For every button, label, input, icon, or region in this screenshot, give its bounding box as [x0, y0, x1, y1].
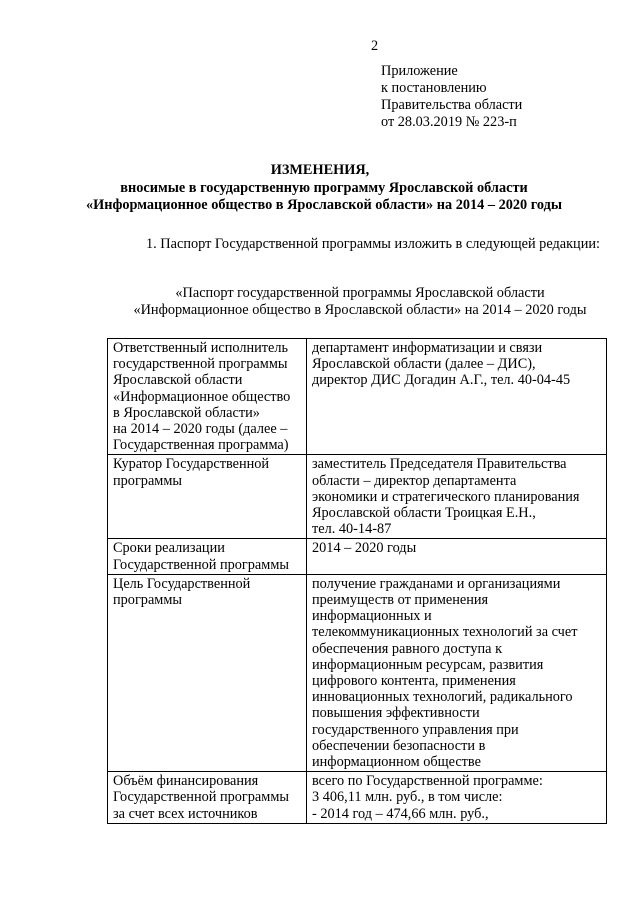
- row-label-line: Цель Государственной: [113, 575, 251, 592]
- row-value-cell: [307, 574, 607, 771]
- passport-table: [107, 338, 607, 824]
- row-value-line: повышения эффективности: [312, 705, 480, 722]
- row-value-line: заместитель Председателя Правительства: [312, 456, 567, 473]
- table-row: [108, 455, 607, 539]
- row-value-line: информационных и: [312, 608, 432, 625]
- appendix-line: Правительства области: [381, 97, 523, 113]
- row-label-cell: [108, 574, 307, 771]
- appendix-line: от 28.03.2019 № 223-п: [381, 114, 517, 130]
- passport-title-line: «Информационное общество в Ярославской области» на 2014 – 2020 годы: [133, 302, 587, 318]
- row-value-line: государственного управления при: [312, 721, 519, 738]
- row-label-line: Государственная программа): [113, 437, 289, 454]
- row-label-line: Государственной программы: [113, 789, 289, 806]
- row-value-line: обеспечения равного доступа к: [312, 640, 503, 657]
- row-label-line: Ярославской области: [113, 372, 243, 389]
- table-row: [108, 339, 607, 455]
- row-value-line: директор ДИС Догадин А.Г., тел. 40-04-45: [312, 372, 571, 389]
- appendix-block: [381, 63, 522, 131]
- passport-title: [105, 285, 615, 319]
- table-row: [108, 539, 607, 574]
- row-value-line: обеспечении безопасности в: [312, 737, 486, 754]
- table-row: [108, 574, 607, 771]
- row-value-cell: [307, 455, 607, 539]
- row-label-line: Ответственный исполнитель: [113, 340, 289, 356]
- row-value-line: преимуществ от применения: [312, 592, 489, 609]
- row-label-line: «Информационное общество: [113, 388, 291, 405]
- body-paragraph: 1. Паспорт Государственной программы изложить в следующей редакции:: [146, 236, 600, 252]
- row-value-line: 2014 – 2020 годы: [312, 540, 417, 557]
- heading-subtitle: вносимые в государственную программу Ярославской области: [120, 179, 528, 196]
- row-value-cell: [307, 772, 607, 824]
- row-label-line: программы: [113, 472, 183, 489]
- row-value-line: информационным ресурсам, развития: [312, 656, 544, 673]
- row-label-line: в Ярославской области»: [113, 404, 260, 421]
- row-value-cell: [307, 339, 607, 455]
- row-value-line: Ярославской области (далее – ДИС),: [312, 356, 536, 373]
- row-label-cell: [108, 539, 307, 574]
- row-value-line: области – директор департамента: [312, 472, 517, 489]
- row-value-line: инновационных технологий, радикального: [312, 689, 573, 706]
- row-value-line: экономики и стратегического планирования: [312, 488, 580, 505]
- row-label-cell: [108, 339, 307, 455]
- row-label-line: Сроки реализации: [113, 540, 225, 557]
- row-label-cell: [108, 455, 307, 539]
- row-label-line: Объём финансирования: [113, 773, 259, 790]
- row-label-line: за счет всех источников: [113, 805, 258, 822]
- passport-title-line: «Паспорт государственной программы Ярославской области: [175, 285, 545, 301]
- row-value-line: департамент информатизации и связи: [312, 340, 543, 356]
- heading-title: ИЗМЕНЕНИЯ,: [270, 162, 370, 178]
- row-label-line: на 2014 – 2020 годы (далее –: [113, 421, 288, 438]
- row-label-line: программы: [113, 592, 183, 609]
- row-value-line: информационном обществе: [312, 754, 481, 771]
- row-value-line: цифрового контента, применения: [312, 673, 516, 690]
- row-label-line: Государственной программы: [113, 556, 289, 573]
- row-value-line: Ярославской области Троицкая Е.Н.,: [312, 505, 536, 522]
- appendix-line: к постановлению: [381, 80, 487, 96]
- row-label-line: государственной программы: [113, 356, 288, 373]
- row-value-line: всего по Государственной программе:: [312, 773, 543, 790]
- appendix-line: Приложение: [381, 63, 458, 79]
- row-value-line: - 2014 год – 474,66 млн. руб.,: [312, 805, 489, 822]
- table-row: [108, 772, 607, 824]
- row-label-line: Куратор Государственной: [113, 456, 270, 473]
- page-number: 2: [371, 38, 379, 54]
- document-heading: [0, 162, 640, 215]
- row-value-line: тел. 40-14-87: [312, 521, 392, 538]
- row-value-line: получение гражданами и организациями: [312, 575, 561, 592]
- row-label-cell: [108, 772, 307, 824]
- row-value-line: 3 406,11 млн. руб., в том числе:: [312, 789, 503, 806]
- heading-program-name: «Информационное общество в Ярославской области» на 2014 – 2020 годы: [85, 197, 563, 213]
- row-value-cell: [307, 539, 607, 574]
- row-value-line: телекоммуникационных технологий за счет: [312, 624, 578, 641]
